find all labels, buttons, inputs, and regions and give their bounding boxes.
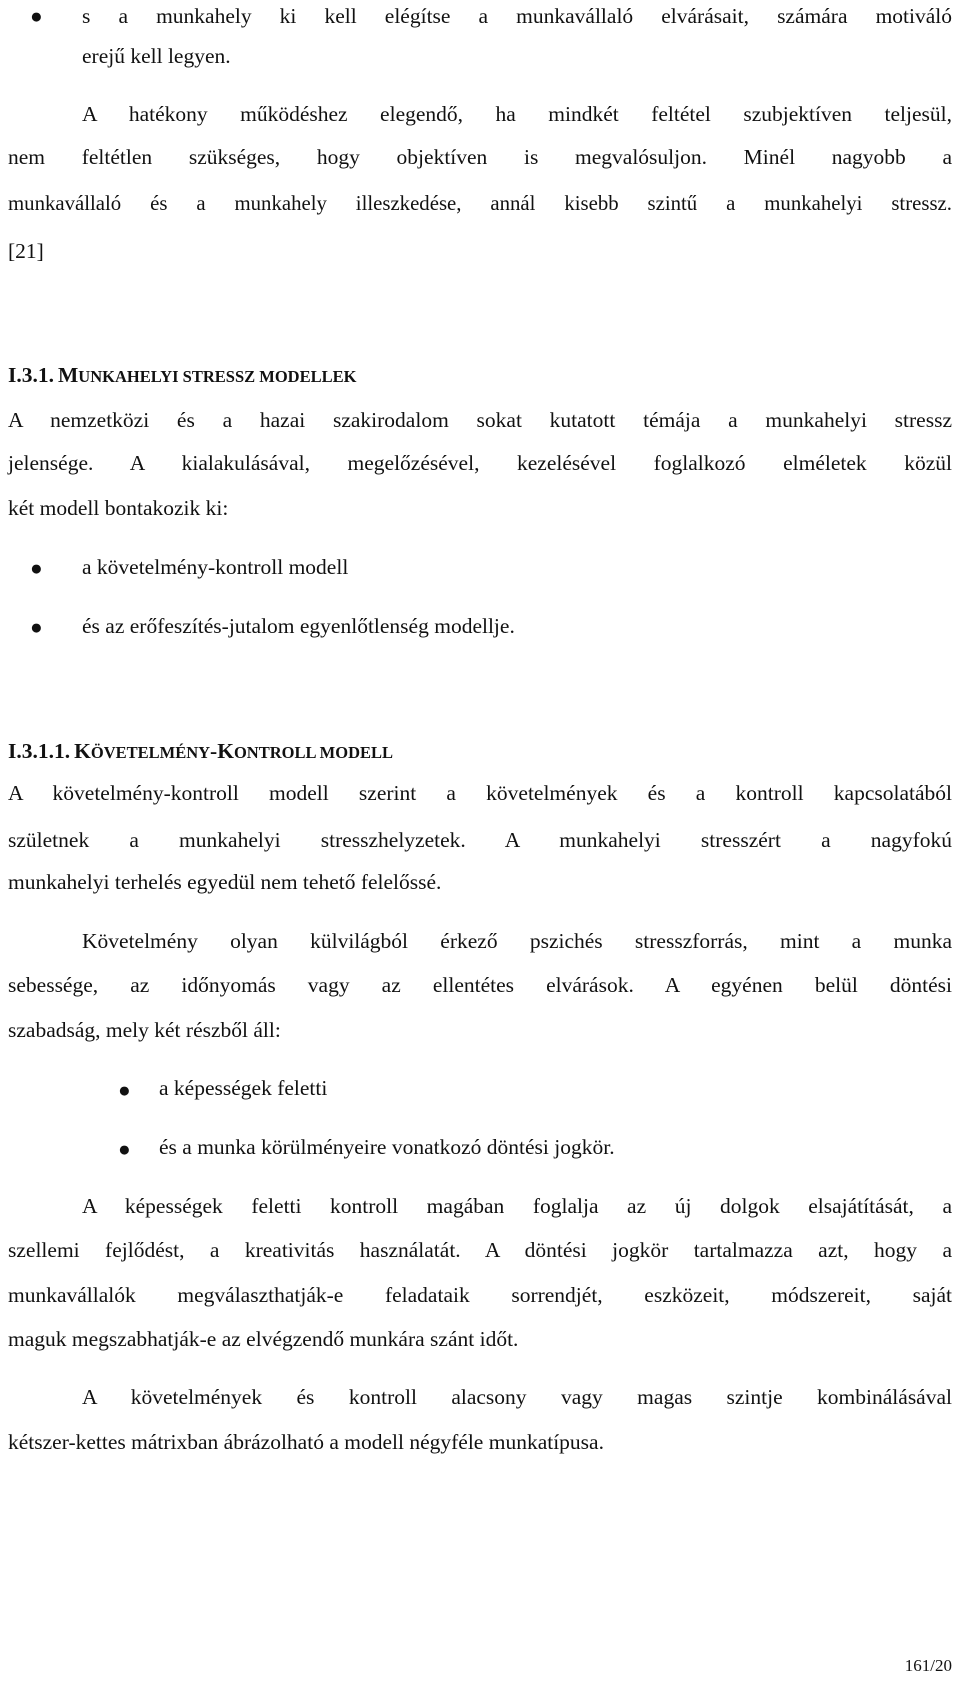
paragraph-line: két modell bontakozik ki: — [8, 496, 229, 520]
paragraph-line: szabadság, mely két részből áll: — [8, 1018, 281, 1042]
paragraph-line: születnek a munkahelyi stresszhelyzetek. A munkahelyi stresszért a nagyfokú — [8, 828, 952, 852]
bullet-icon: ● — [118, 1078, 131, 1102]
paragraph-line: munkavállalók megválaszthatják-e feladataik sorrendjét, eszközeit, módszereit, saját — [8, 1283, 952, 1307]
subsection-title-part: ONTROLL MODELL — [233, 743, 394, 762]
paragraph-line: maguk megszabhatják-e az elvégzendő munkára szánt időt. — [8, 1327, 519, 1351]
paragraph-line: A hatékony működéshez elegendő, ha mindkét feltétel szubjektíven teljesül, — [82, 102, 952, 126]
paragraph-line: szellemi fejlődést, a kreativitás használatát. A döntési jogkör tartalmazza azt, hogy a — [8, 1238, 952, 1262]
paragraph-line: kétszer-kettes mátrixban ábrázolható a modell négyféle munkatípusa. — [8, 1430, 604, 1454]
list-item: és az erőfeszítés-jutalom egyenlőtlenség modellje. — [82, 614, 515, 638]
paragraph-line: jelensége. A kialakulásával, megelőzésével, kezelésével foglalkozó elméletek közül — [8, 451, 952, 475]
list-item: a képességek feletti — [159, 1076, 328, 1100]
bullet-icon: ● — [118, 1137, 131, 1161]
paragraph-line: munkahelyi terhelés egyedül nem tehető felelőssé. — [8, 870, 442, 894]
bullet-icon: ● — [30, 615, 43, 639]
subsection-title-dash: -K — [210, 739, 234, 763]
paragraph-line: A képességek feletti kontroll magában foglalja az új dolgok elsajátítását, a — [82, 1194, 952, 1218]
paragraph-line: nem feltétlen szükséges, hogy objektíven is megvalósuljon. Minél nagyobb a — [8, 145, 952, 169]
subsection-number: I.3.1.1. — [8, 739, 71, 763]
paragraph-line: sebessége, az időnyomás vagy az ellentétes elvárások. A egyénen belül döntési — [8, 973, 952, 997]
page-number: 161/20 — [904, 1656, 952, 1675]
list-item: és a munka körülményeire vonatkozó döntési jogkör. — [159, 1135, 615, 1159]
bullet-icon: ● — [30, 556, 43, 580]
list-item: a követelmény-kontroll modell — [82, 555, 349, 579]
paragraph-line: Követelmény olyan külvilágból érkező pszichés stresszforrás, mint a munka — [82, 929, 952, 953]
paragraph-line: munkavállaló és a munkahely illeszkedése, annál kisebb szintű a munkahelyi stressz. — [8, 192, 952, 215]
section-heading — [8, 361, 356, 392]
section-number: I.3.1. — [8, 363, 54, 387]
paragraph-line: A nemzetközi és a hazai szakirodalom sokat kutatott témája a munkahelyi stressz — [8, 408, 952, 432]
paragraph-line: A követelmény-kontroll modell szerint a követelmények és a kontroll kapcsolatából — [8, 781, 952, 805]
section-title: UNKAHELYI STRESSZ MODELLEK — [78, 367, 357, 386]
citation: [21] — [8, 239, 44, 263]
paragraph-line: A követelmények és kontroll alacsony vagy magas szintje kombinálásával — [82, 1385, 952, 1409]
subsection-heading — [8, 737, 393, 768]
subsection-title-initial: K — [74, 739, 91, 763]
bullet-icon: ● — [30, 4, 43, 28]
bullet-text-line: erejű kell legyen. — [82, 44, 231, 68]
section-title-initial: M — [58, 363, 79, 387]
bullet-text-line: s a munkahely ki kell elégítse a munkavállaló elvárásait, számára motiváló — [82, 4, 952, 28]
subsection-title-part: ÖVETELMÉNY — [90, 743, 211, 762]
